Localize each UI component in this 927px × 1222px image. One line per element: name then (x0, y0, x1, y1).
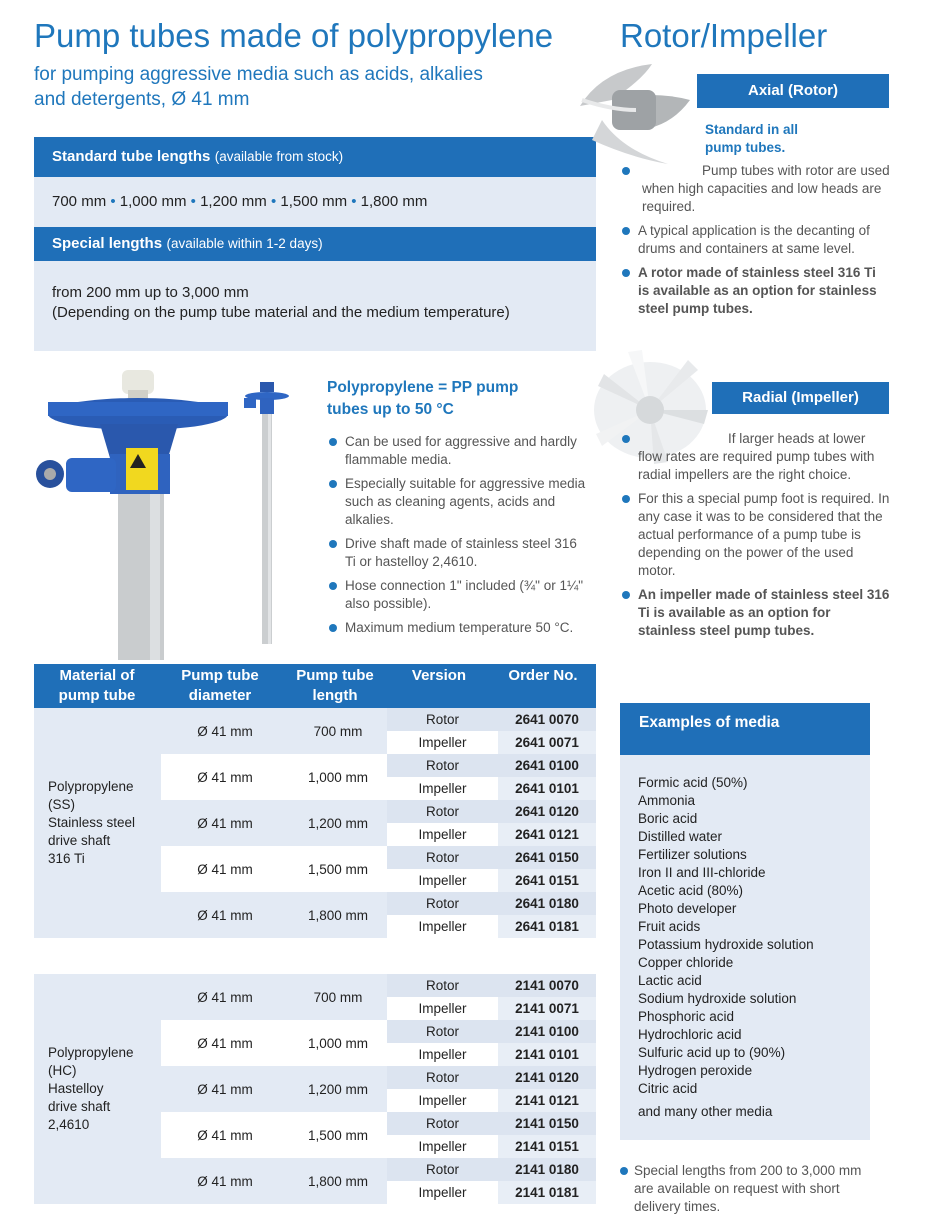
axial-bullets (622, 162, 890, 324)
subtitle-line: for pumping aggressive media such as acids, alkalies (34, 64, 483, 85)
length-cell: 1,800 mm (289, 1158, 387, 1204)
material-line: (SS) (48, 797, 75, 812)
bullet-dot: • (351, 193, 361, 210)
standard-lengths-header (34, 137, 596, 177)
pp-heading-line: tubes up to 50 °C (327, 401, 454, 418)
page-subtitle (34, 62, 483, 112)
media-item: Fertilizer solutions (638, 847, 747, 862)
media-item: Sodium hydroxide solution (638, 991, 797, 1006)
order-cell: 2641 0150 (498, 846, 596, 869)
material-cell (34, 974, 161, 1204)
order-cell: 2141 0100 (498, 1020, 596, 1043)
diameter-cell: Ø 41 mm (161, 1020, 289, 1066)
pp-bullets (329, 433, 591, 643)
diameter-cell: Ø 41 mm (161, 974, 289, 1020)
version-cell: Impeller (387, 915, 498, 938)
pp-bullet: Drive shaft made of stainless steel 316 Ti or hastelloy 2,4610. (329, 535, 591, 571)
pp-heading (327, 377, 518, 421)
material-line: (HC) (48, 1063, 77, 1078)
version-cell: Impeller (387, 777, 498, 800)
length-cell: 1,500 mm (289, 1112, 387, 1158)
version-cell: Rotor (387, 1158, 498, 1181)
order-cell: 2141 0181 (498, 1181, 596, 1204)
version-cell: Impeller (387, 731, 498, 754)
media-item: Potassium hydroxide solution (638, 937, 814, 952)
order-cell: 2141 0121 (498, 1089, 596, 1112)
length-cell: 1,000 mm (289, 754, 387, 800)
version-cell: Rotor (387, 1112, 498, 1135)
col-header-version: Version (411, 667, 467, 684)
special-lengths-header (34, 227, 596, 261)
diameter-cell: Ø 41 mm (161, 1158, 289, 1204)
pp-bullet: Can be used for aggressive and hardly flammable media. (329, 433, 591, 469)
order-cell: 2641 0101 (498, 777, 596, 800)
media-item: Ammonia (638, 793, 696, 808)
media-item: Acetic acid (80%) (638, 883, 744, 898)
radial-bullet: For this a special pump foot is required. In any case it was to be considered that the actual performance of a pump tube is depending on the power of the used motor. (622, 490, 890, 580)
media-item: Boric acid (638, 811, 698, 826)
length-cell: 1,000 mm (289, 1020, 387, 1066)
standard-heading: Standard tube lengths (52, 148, 211, 165)
diameter-cell: Ø 41 mm (161, 846, 289, 892)
page-title: Pump tubes made of polypropylene (34, 17, 554, 54)
media-item: Photo developer (638, 901, 737, 916)
pp-bullet: Maximum medium temperature 50 °C. (329, 619, 591, 637)
media-item: Distilled water (638, 829, 723, 844)
subtitle-line: and detergents, Ø 41 mm (34, 89, 250, 110)
order-cell: 2141 0151 (498, 1135, 596, 1158)
material-line: Hastelloy (48, 1081, 104, 1096)
special-lengths-panel (34, 261, 596, 351)
material-cell (34, 708, 161, 938)
radial-bullets (622, 430, 890, 646)
media-list (638, 774, 814, 1121)
length-cell: 1,200 mm (289, 800, 387, 846)
length-cell: 1,500 mm (289, 846, 387, 892)
length-cell: 1,200 mm (289, 1066, 387, 1112)
axial-label: Axial (Rotor) (697, 74, 889, 108)
special-note: (available within 1-2 days) (166, 236, 323, 251)
material-line: Polypropylene (48, 779, 134, 794)
col-header-length: Pump tube length (296, 667, 374, 704)
version-cell: Impeller (387, 823, 498, 846)
axial-bullet: Pump tubes with rotor are used when high capacities and low heads are required. (622, 162, 890, 216)
diameter-cell: Ø 41 mm (161, 1112, 289, 1158)
material-line: drive shaft (48, 833, 111, 848)
order-cell: 2641 0121 (498, 823, 596, 846)
material-line: Stainless steel (48, 815, 136, 830)
footnote (620, 1162, 882, 1222)
length-item: 1,200 mm (200, 193, 267, 210)
standard-note-line: Standard in all (705, 122, 799, 137)
pp-heading-line: Polypropylene = PP pump (327, 379, 519, 396)
order-cell: 2141 0101 (498, 1043, 596, 1066)
order-cell: 2141 0120 (498, 1066, 596, 1089)
radial-bullet: If larger heads at lower flow rates are required pump tubes with radial impellers are the right choice. (622, 430, 890, 484)
col-header-order: Order No. (508, 667, 578, 684)
diameter-cell: Ø 41 mm (161, 708, 289, 754)
media-item: Hydrochloric acid (638, 1027, 742, 1042)
media-item: Copper chloride (638, 955, 734, 970)
media-item: Formic acid (50%) (638, 775, 748, 790)
version-cell: Rotor (387, 846, 498, 869)
order-cell: 2141 0180 (498, 1158, 596, 1181)
length-cell: 700 mm (289, 708, 387, 754)
version-cell: Rotor (387, 1020, 498, 1043)
media-item: Lactic acid (638, 973, 702, 988)
pp-bullet: Especially suitable for aggressive media such as cleaning agents, acids and alkalies. (329, 475, 591, 529)
diameter-cell: Ø 41 mm (161, 754, 289, 800)
media-item: Fruit acids (638, 919, 701, 934)
version-cell: Impeller (387, 869, 498, 892)
axial-rotor-photo (572, 60, 700, 170)
product-table-ss (34, 708, 596, 938)
radial-bullet: An impeller made of stainless steel 316 Ti is available as an option for stainless steel pump tubes. (622, 586, 890, 640)
version-cell: Rotor (387, 754, 498, 777)
material-line: drive shaft (48, 1099, 111, 1114)
diameter-cell: Ø 41 mm (161, 892, 289, 938)
material-line: 2,4610 (48, 1117, 90, 1132)
standard-lengths-panel (34, 177, 596, 227)
order-cell: 2141 0150 (498, 1112, 596, 1135)
bullet-dot: • (270, 193, 281, 210)
media-header: Examples of media (620, 703, 870, 755)
diameter-cell: Ø 41 mm (161, 1066, 289, 1112)
radial-label: Radial (Impeller) (712, 382, 889, 414)
footnote-text: Special lengths from 200 to 3,000 mm are available on request with short delivery times. (620, 1162, 882, 1216)
diameter-cell: Ø 41 mm (161, 800, 289, 846)
order-cell: 2641 0181 (498, 915, 596, 938)
material-line: Polypropylene (48, 1045, 134, 1060)
length-cell: 700 mm (289, 974, 387, 1020)
version-cell: Impeller (387, 997, 498, 1020)
bullet-dot: • (110, 193, 120, 210)
order-cell: 2641 0180 (498, 892, 596, 915)
length-item: 1,500 mm (280, 193, 348, 210)
media-item: Sulfuric acid up to (90%) (638, 1045, 786, 1060)
standard-note-line: pump tubes. (705, 140, 786, 155)
col-header-diameter: Pump tube diameter (181, 667, 259, 704)
media-item: Hydrogen peroxide (638, 1063, 753, 1078)
special-heading: Special lengths (52, 235, 163, 252)
order-cell: 2641 0100 (498, 754, 596, 777)
media-item: Iron II and III-chloride (638, 865, 766, 880)
table-header (34, 664, 596, 708)
bullet-dot: • (190, 193, 201, 210)
version-cell: Impeller (387, 1089, 498, 1112)
right-title: Rotor/Impeller (620, 17, 828, 54)
pump-tube-small-photo (242, 380, 292, 648)
version-cell: Rotor (387, 974, 498, 997)
version-cell: Rotor (387, 892, 498, 915)
special-line: (Depending on the pump tube material and the medium temperature) (52, 304, 510, 321)
length-cell: 1,800 mm (289, 892, 387, 938)
length-item: 1,800 mm (360, 193, 428, 210)
version-cell: Rotor (387, 1066, 498, 1089)
length-item: 1,000 mm (119, 193, 187, 210)
order-cell: 2641 0071 (498, 731, 596, 754)
pump-tube-photo (30, 368, 230, 660)
order-cell: 2141 0071 (498, 997, 596, 1020)
axial-standard-note (705, 121, 798, 157)
version-cell: Rotor (387, 800, 498, 823)
special-line: from 200 mm up to 3,000 mm (52, 284, 249, 301)
order-cell: 2641 0070 (498, 708, 596, 731)
axial-bullet: A typical application is the decanting of drums and containers at same level. (622, 222, 890, 258)
col-header-material: Material of pump tube (58, 667, 136, 704)
material-line: 316 Ti (48, 851, 85, 866)
pp-bullet: Hose connection 1" included (¾" or 1¼" also possible). (329, 577, 591, 613)
order-cell: 2141 0070 (498, 974, 596, 997)
axial-bullet: A rotor made of stainless steel 316 Ti is available as an option for stainless steel pump tubes. (622, 264, 890, 318)
order-cell: 2641 0151 (498, 869, 596, 892)
product-table-hc (34, 974, 596, 1204)
order-cell: 2641 0120 (498, 800, 596, 823)
media-more: and many other media (638, 1104, 773, 1119)
length-item: 700 mm (52, 193, 107, 210)
media-item: Phosphoric acid (638, 1009, 735, 1024)
version-cell: Rotor (387, 708, 498, 731)
standard-note: (available from stock) (214, 149, 344, 164)
version-cell: Impeller (387, 1135, 498, 1158)
version-cell: Impeller (387, 1181, 498, 1204)
version-cell: Impeller (387, 1043, 498, 1066)
media-item: Citric acid (638, 1081, 698, 1096)
